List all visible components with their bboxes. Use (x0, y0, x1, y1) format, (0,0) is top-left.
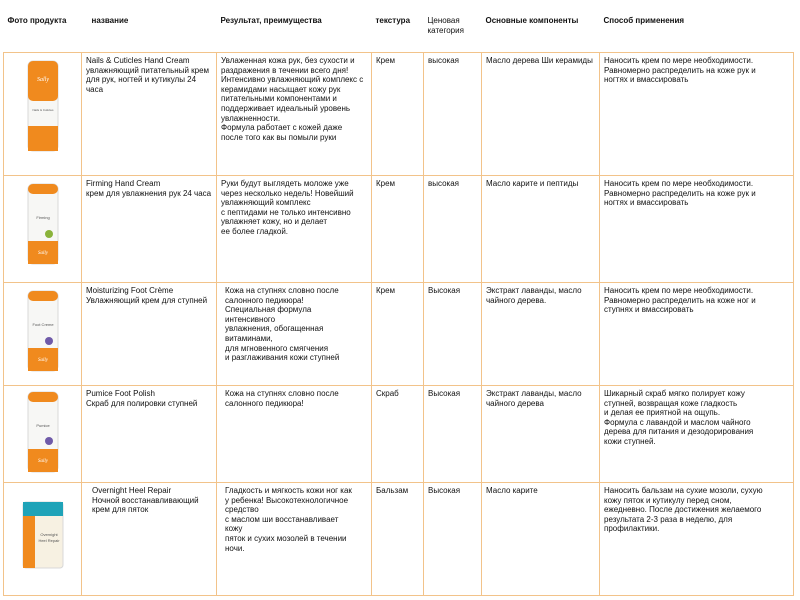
table-row (4, 283, 794, 386)
result-cell: Гладкость и мягкость кожи ног как у ребенка! Высокотехнологичное средство с маслом ши восстанавливает кожу пяток и сухих мозолей в течении ночи. (217, 483, 372, 596)
header-name: название (91, 16, 129, 25)
header-components: Основные компоненты (485, 16, 579, 25)
header-usage: Способ применения (603, 16, 685, 25)
product-name-ru: увлажняющий питательный крем для рук, ногтей и кутикулы 24 часа (86, 65, 210, 94)
texture-cell: Крем (372, 176, 424, 283)
price-cell: Высокая (424, 386, 482, 483)
texture-cell: Крем (372, 283, 424, 386)
foot-polish-tube-icon (13, 389, 73, 475)
components-cell: Масло дерева Ши керамиды (482, 53, 600, 176)
usage-cell: Наносить крем по мере необходимости. Равномерно распределить на коже рук и ногтях и вмассировать (600, 53, 794, 176)
product-name-cell (82, 283, 217, 386)
components-cell: Масло карите (482, 483, 600, 596)
usage-cell: Шикарный скраб мягко полирует кожу ступней, возвращая коже гладкость и делая ее приятной на ощупь. Формула с лавандой и маслом чайного дерева для питания и дезодорирования кожи ступней. (600, 386, 794, 483)
product-name-en: Firming Hand Cream (86, 179, 161, 188)
components-cell: Масло карите и пептиды (482, 176, 600, 283)
svg-text:Sally: Sally (37, 459, 48, 464)
price-cell: Высокая (424, 483, 482, 596)
product-name-cell (82, 483, 217, 596)
svg-text:Firming: Firming (35, 215, 50, 220)
product-name-en: Overnight Heel Repair (92, 486, 172, 495)
components-cell: Экстракт лаванды, масло чайного дерева (482, 386, 600, 483)
product-name-cell (82, 176, 217, 283)
heel-repair-jar-icon (11, 486, 75, 576)
svg-text:Heel Repair: Heel Repair (37, 538, 60, 543)
usage-cell: Наносить крем по мере необходимости. Равномерно распределить на коже рук и ногтях и вмассировать (600, 176, 794, 283)
header-photo: Фото продукта (7, 16, 67, 25)
table-row (4, 53, 794, 176)
product-table (3, 12, 794, 596)
product-name-ru: Ночной восстанавливающий крем для пяток (92, 495, 199, 515)
result-cell: Руки будут выглядеть моложе уже через несколько недель! Новейший увлажняющий комплекс с пептидами не только интенсивно увлажняет кожу, но и делает ее более гладкой. (217, 176, 372, 283)
components-cell: Экстракт лаванды, масло чайного дерева. (482, 283, 600, 386)
product-name-en: Pumice Foot Polish (86, 389, 155, 398)
texture-cell: Скраб (372, 386, 424, 483)
price-cell: высокая (424, 176, 482, 283)
foot-creme-tube-icon (13, 286, 73, 376)
photo-cell (4, 176, 82, 283)
photo-cell (4, 386, 82, 483)
texture-cell: Крем (372, 53, 424, 176)
product-name-en: Moisturizing Foot Crème (86, 286, 174, 295)
result-cell: Кожа на ступнях словно после салонного педикюра! (217, 386, 372, 483)
product-name-ru: крем для увлажнения рук 24 часа (86, 188, 212, 198)
svg-text:Foot Creme: Foot Creme (31, 322, 54, 327)
table-row (4, 386, 794, 483)
texture-cell: Бальзам (372, 483, 424, 596)
usage-cell: Наносить крем по мере необходимости. Равномерно распределить на коже ног и ступнях и вмассировать (600, 283, 794, 386)
result-cell: Кожа на ступнях словно после салонного педикюра! Специальная формула интенсивного увлажнения, обогащенная витаминами, для мгновенного смягчения и разглаживания кожи ступней (217, 283, 372, 386)
product-name-ru: Увлажняющий крем для ступней (86, 295, 208, 305)
product-name-ru: Скраб для полировки ступней (86, 398, 198, 408)
usage-cell: Наносить бальзам на сухие мозоли, сухую кожу пяток и кутикулу перед сном, ежедневно. После достижения желаемого результата 2-3 раза в неделю, для профилактики. (600, 483, 794, 596)
product-name-cell (82, 53, 217, 176)
svg-text:Overnight: Overnight (39, 532, 58, 537)
photo-cell (4, 53, 82, 176)
svg-text:Sally: Sally (37, 251, 48, 256)
header-result: Результат, преимущества (220, 16, 322, 25)
hand-cream-tube-icon (13, 56, 73, 156)
table-row (4, 483, 794, 596)
svg-text:Pumice: Pumice (35, 423, 50, 428)
product-name-cell (82, 386, 217, 483)
firming-cream-tube-icon (13, 179, 73, 269)
svg-text:Sally: Sally (37, 358, 48, 363)
header-texture: текстура (375, 16, 411, 25)
result-cell: Увлаженная кожа рук, без сухости и раздражения в течении всего дня! Интенсивно увлажняющий комплекс с керамидами насыщает кожу рук питательными компонентами и поддерживает идеальный уровень увлажненности. Формула работает с кожей даже после того как вы помыли руки (217, 53, 372, 176)
price-cell: Высокая (424, 283, 482, 386)
svg-text:Sally: Sally (36, 77, 49, 83)
header-price: Ценовая категория (427, 16, 464, 35)
price-cell: высокая (424, 53, 482, 176)
table-header-row (4, 12, 794, 53)
photo-cell (4, 283, 82, 386)
photo-cell (4, 483, 82, 596)
table-row (4, 176, 794, 283)
product-name-en: Nails & Cuticles Hand Cream (86, 56, 190, 65)
svg-text:Nails & Cuticles: Nails & Cuticles (31, 108, 54, 112)
